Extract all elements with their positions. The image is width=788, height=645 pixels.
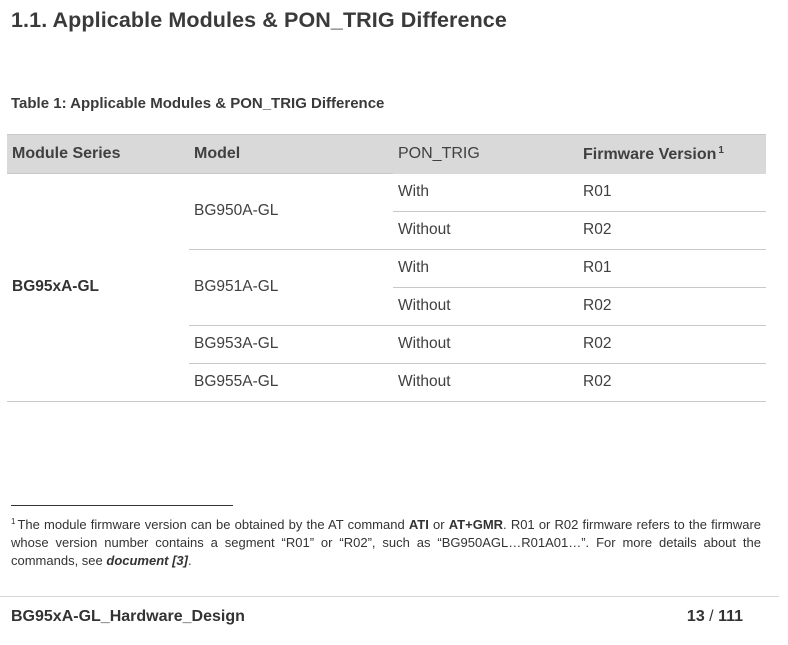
at-command-gmr: AT+GMR [448,517,504,532]
document-reference-link[interactable]: document [3] [106,553,188,568]
modules-table [7,134,766,402]
at-command-ati: ATI [408,517,429,532]
firmware-cell: R02 [578,363,766,401]
current-page: 13 [686,608,705,625]
footer-document-name: BG95xA-GL_Hardware_Design [11,608,245,625]
footer-page-number [687,608,743,626]
model-cell: BG951A-GL [189,249,393,325]
pon-trig-cell: Without [393,363,578,401]
pon-trig-cell: Without [393,287,578,325]
pon-trig-cell: With [393,249,578,287]
model-cell: BG950A-GL [189,174,393,250]
header-pon-trig: PON_TRIG [393,135,578,174]
pon-trig-cell: Without [393,325,578,363]
footnote-text: . R01 or R02 firmware refers to the firmware whose version number contains a segment “R01” or “R02”, such as “BG950AGL…R01A01…”. For more details about the commands, see [11,517,762,568]
pon-trig-cell: Without [393,211,578,249]
model-cell: BG955A-GL [189,363,393,401]
firmware-cell: R01 [578,249,766,287]
footnote-text: or [428,517,449,532]
footnote-number: 1 [11,517,16,526]
footnote-text: . [188,553,192,568]
table-row [7,174,766,212]
header-model: Model [189,135,393,174]
table-caption: Table 1: Applicable Modules & PON_TRIG Difference [11,95,385,112]
total-pages: 111 [718,608,743,625]
model-cell: BG953A-GL [189,325,393,363]
header-firmware-version [578,135,766,174]
header-firmware-label: Firmware Version [583,145,717,163]
header-module-series: Module Series [7,135,189,174]
firmware-cell: R02 [578,287,766,325]
footer-divider [0,596,779,597]
module-series-cell: BG95xA-GL [7,174,189,402]
firmware-cell: R02 [578,211,766,249]
page-separator: / [704,608,719,625]
footnote-mark: 1 [718,144,724,156]
table-header-row [7,135,766,174]
footnote-divider [11,505,233,506]
section-heading: 1.1. Applicable Modules & PON_TRIG Difference [11,8,507,32]
footnote-text: The module firmware version can be obtained by the AT command [17,517,409,532]
pon-trig-cell: With [398,183,429,200]
firmware-cell: R02 [578,325,766,363]
firmware-cell: R01 [583,183,612,200]
footnote [11,513,761,570]
